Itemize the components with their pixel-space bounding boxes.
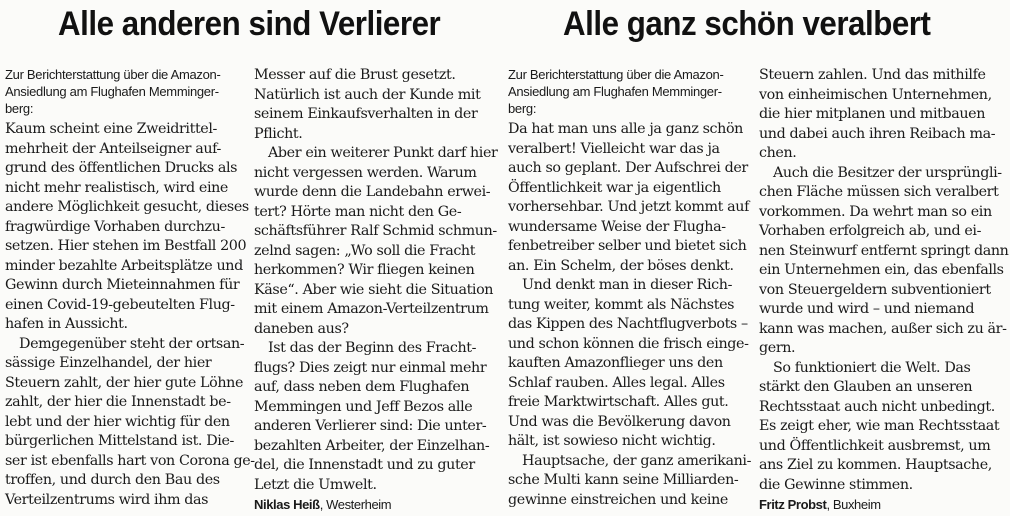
intro-text — [5, 66, 235, 117]
body-line: lebt und der hier wichtig für den — [5, 413, 230, 430]
body-line: mit einem Amazon-Verteilzentrum — [254, 301, 489, 317]
signature — [759, 495, 1007, 515]
body-line: Steuern zahlt, der hier gute Löhne — [5, 374, 244, 391]
body-line: herkommen? Wir fliegen keinen — [254, 262, 475, 278]
text-column-1 — [508, 66, 752, 508]
body-line: Und was die Bevölkerung davon — [508, 413, 731, 430]
author-place: , Buxheim — [826, 497, 881, 512]
body-line: hält, ist sowieso nicht wichtig. — [508, 433, 716, 449]
intro-line: Ansiedlung am Flughafen Memminger- — [508, 84, 722, 99]
body-line: minder bezahlte Arbeitsplätze und — [5, 257, 243, 274]
author-name: Fritz Probst — [759, 497, 827, 512]
text-column-2 — [254, 66, 498, 512]
body-line: sche Multi kann seine Milliarden- — [508, 472, 739, 488]
body-line: an. Ein Schelm, der böses denkt. — [508, 257, 734, 274]
body-line: Natürlich ist auch der Kunde mit — [254, 86, 481, 103]
body-line: Rechtsstaat auch nicht unbedingt. — [759, 398, 995, 415]
body-line: zelnd sagen: „Wo soll die Fracht — [254, 242, 476, 259]
headline: Alle anderen sind Verlierer — [58, 5, 441, 43]
text-column-2 — [759, 66, 1009, 512]
body-line: Aber ein weiterer Punkt darf hier — [268, 145, 498, 161]
headline: Alle ganz schön veralbert — [563, 5, 931, 43]
body-line: auch so geplant. Der Aufschrei der — [508, 160, 748, 176]
body-line: hafen in Aussicht. — [5, 316, 128, 332]
body-line: die Gewinne stimmen. — [759, 476, 913, 493]
body-line: tung weiter, kommt als Nächstes — [508, 296, 735, 313]
body-line: Letzt die Umwelt. — [254, 476, 377, 493]
body-line: Steuern zahlen. Und das mithilfe — [759, 67, 986, 83]
body-line: bezahlten Arbeiter, der Einzelhan- — [254, 437, 490, 454]
body-line: das Kippen des Nachtflugverbots – — [508, 316, 748, 332]
body-line: ser ist ebenfalls hart von Corona ge- — [5, 452, 255, 469]
body-line: chen. — [759, 145, 797, 161]
body-line: ein Unternehmen ein, das ebenfalls — [759, 262, 1004, 278]
body-line: Verteilzentrums wird ihm das — [5, 491, 209, 508]
body-line: Gewinn durch Mieteinnahmen für — [5, 277, 240, 293]
body-line: die hier mitplanen und mitbauen — [759, 106, 986, 122]
body-line: mehrheit der Anteilseigner auf- — [5, 140, 221, 157]
intro-text — [508, 66, 742, 117]
body-line: Kaum scheint eine Zweidrittel- — [5, 121, 217, 137]
body-line: grund des öffentlichen Drucks als — [5, 160, 238, 176]
body-line: seinem Einkaufsverhalten in der — [254, 106, 478, 122]
intro-line: Zur Berichterstattung über die Amazon- — [5, 67, 221, 82]
body-line: stärkt den Glauben an unseren — [759, 379, 973, 395]
body-line: Käse“. Aber wie sieht die Situation — [254, 281, 494, 298]
body-line: Hauptsache, der ganz amerikani- — [522, 452, 752, 469]
body-line: Vorhaben erfolgreich ab, und ei- — [759, 223, 982, 239]
body-line: kann was machen, außer sich zu är- — [759, 320, 1007, 337]
intro-line: berg: — [5, 101, 34, 116]
body-line: nicht mehr realistisch, wird eine — [5, 179, 228, 196]
author-name: Niklas Heiß — [254, 497, 320, 512]
body-line: Es zeigt eher, wie man Rechtsstaat — [759, 418, 1000, 434]
body-line: anderen Verlierer sind: Die unter- — [254, 418, 487, 434]
body-line: schäftsführer Ralf Schmid schmun- — [254, 223, 497, 239]
body-line: vorkommen. Da wehrt man so ein — [759, 203, 992, 220]
body-line: bürgerlichen Mittelstand ist. Die- — [5, 433, 234, 449]
body-line: sässige Einzelhandel, der hier — [5, 355, 212, 371]
body-line: Pflicht. — [254, 125, 303, 142]
intro-line: berg: — [508, 101, 537, 116]
body-line: fenbetreiber selber und bietet sich — [508, 238, 747, 254]
body-line: Auch die Besitzer der ursprüngli- — [773, 164, 1002, 181]
body-line: Memmingen und Jeff Bezos alle — [254, 398, 473, 415]
body-line: fragwürdige Vorhaben durchzu- — [5, 218, 225, 235]
body-line: freie Marktwirtschaft. Alles gut. — [508, 394, 729, 410]
signature — [254, 495, 490, 515]
letter-left — [0, 0, 500, 512]
body-line: chen Fläche müssen sich veralbert — [759, 184, 999, 200]
intro-line: Ansiedlung am Flughafen Memminger- — [5, 84, 219, 99]
body-line: vorhersehbar. Und jetzt kommt auf — [508, 199, 749, 215]
body-line: veralbert! Vielleicht war das ja — [508, 140, 720, 157]
body-line: wundersame Weise der Flugha- — [508, 218, 726, 235]
body-line: daneben aus? — [254, 320, 349, 337]
body-line: zahlt, der hier die Innenstadt be- — [5, 394, 231, 410]
body-line: Schlaf rauben. Alles legal. Alles — [508, 374, 725, 391]
body-line: So funktioniert die Welt. Das — [773, 359, 971, 376]
body-line: wurde denn die Landebahn erwei- — [254, 184, 491, 200]
body-line: Messer auf die Brust gesetzt. — [254, 67, 456, 83]
body-line: einen Covid-19-gebeutelten Flug- — [5, 296, 235, 313]
letter-right — [505, 0, 1010, 512]
body-line: und schon können die frisch einge- — [508, 335, 749, 352]
body-line: del, die Innenstadt und zu guter — [254, 457, 475, 473]
body-line: flugs? Dies zeigt nur einmal mehr — [254, 359, 487, 376]
body-line: wurde und wird – und niemand — [759, 301, 975, 317]
body-line: kauften Amazonflieger uns den — [508, 355, 723, 371]
author-place: , Westerheim — [319, 497, 392, 512]
body-line: Da hat man uns alle ja ganz schön — [508, 121, 743, 137]
body-line: Öffentlichkeit war ja eigentlich — [508, 179, 721, 196]
body-line: ans Ziel zu kommen. Hauptsache, — [759, 457, 992, 473]
body-line: nen Steinwurf entfernt springt dann — [759, 242, 1009, 259]
body-line: gewinne einstreichen und keine — [508, 491, 728, 508]
body-line: setzen. Hier stehen im Bestfall 200 — [5, 238, 247, 254]
intro-line: Zur Berichterstattung über die Amazon- — [508, 67, 724, 82]
body-line: troffen, und durch den Bau des — [5, 472, 220, 488]
body-line: von Steuergeldern subventioniert — [759, 281, 991, 298]
body-line: Ist das der Beginn des Fracht- — [268, 340, 477, 356]
body-line: von einheimischen Unternehmen, — [759, 86, 992, 103]
body-line: andere Möglichkeit gesucht, dieses — [5, 199, 249, 215]
body-line: tert? Hörte man nicht den Ge- — [254, 203, 462, 220]
body-line: und dabei auch ihren Reibach ma- — [759, 125, 996, 142]
body-line: und Öffentlichkeit ausbremst, um — [759, 437, 991, 454]
body-line: gern. — [759, 340, 796, 356]
body-line: Und denkt man in dieser Rich- — [522, 277, 733, 293]
body-line: Demgegenüber steht der ortsan- — [19, 335, 245, 352]
text-column-1 — [5, 66, 255, 508]
body-line: nicht vergessen werden. Warum — [254, 164, 477, 181]
body-line: auf, dass neben dem Flughafen — [254, 379, 470, 395]
